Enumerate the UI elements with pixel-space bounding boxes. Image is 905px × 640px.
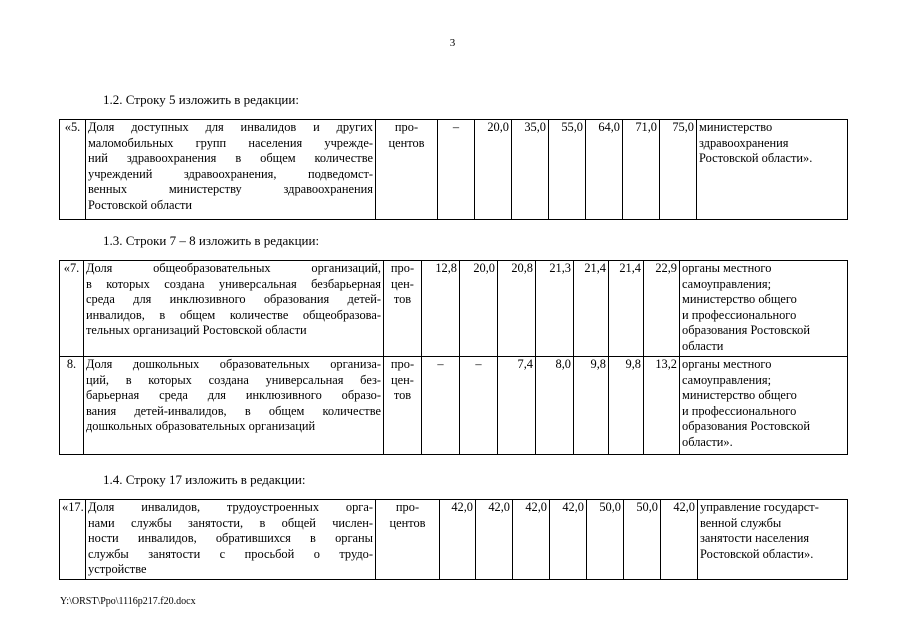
indicator-name xyxy=(84,357,384,455)
year-value: 42,0 xyxy=(550,500,587,580)
year-value: 21,4 xyxy=(609,261,644,357)
indicator-name-line: тельных организаций Ростовской области xyxy=(86,323,307,337)
responsible-line: образования Ростовской xyxy=(682,323,810,337)
unit-line: про- xyxy=(390,261,415,275)
responsible-line: венной службы xyxy=(700,515,782,530)
indicator-name-line: устройстве xyxy=(88,562,147,576)
responsible-line: и профессионального xyxy=(682,403,797,418)
responsible-line: области». xyxy=(682,434,733,449)
responsible-line: самоуправления; xyxy=(682,372,772,387)
year-value: 13,2 xyxy=(644,357,680,455)
year-value: 21,3 xyxy=(536,261,574,357)
year-value: 7,4 xyxy=(498,357,536,455)
year-value: 42,0 xyxy=(440,500,476,580)
year-value: – xyxy=(422,357,460,455)
unit-line: про- xyxy=(390,357,415,371)
indicator-name-line: Доля общеобразовательных организаций, xyxy=(86,261,381,275)
section-heading-1-3: 1.3. Строки 7 – 8 изложить в редакции: xyxy=(103,233,320,248)
indicator-name-line: ний здравоохранения в общем количестве xyxy=(88,151,373,165)
responsible-line: министерство общего xyxy=(682,388,797,402)
year-value: 20,8 xyxy=(498,261,536,357)
year-value: 12,8 xyxy=(422,261,460,357)
indicator-name-line: ций, в которых создана универсальная без- xyxy=(86,372,381,387)
year-value: 9,8 xyxy=(574,357,609,455)
table-row xyxy=(60,261,848,357)
indicator-name-line: Ростовской области xyxy=(88,197,193,212)
indicator-name-line: маломобильных групп населения учрежде- xyxy=(88,135,373,150)
indicator-name xyxy=(84,261,384,357)
table-row xyxy=(60,120,848,220)
unit-line: центов xyxy=(389,515,426,530)
unit-line: цен- xyxy=(391,276,414,291)
responsible-line: органы местного xyxy=(682,261,772,275)
section-heading-1-2: 1.2. Строку 5 изложить в редакции: xyxy=(103,92,299,107)
unit-of-measure xyxy=(376,120,438,220)
indicator-name-line: барьерная среда для инклюзивного образо- xyxy=(86,388,381,402)
responsible-body xyxy=(680,261,848,357)
table-row-17 xyxy=(59,499,848,580)
row-number: «5. xyxy=(60,120,86,220)
year-value: 20,0 xyxy=(475,120,512,220)
responsible-line: и профессионального xyxy=(682,307,797,322)
table-row xyxy=(60,500,848,580)
row-number: 8. xyxy=(60,357,84,455)
year-value: – xyxy=(438,120,475,220)
indicator-name xyxy=(86,500,376,580)
responsible-line: самоуправления; xyxy=(682,276,772,291)
year-value: 22,9 xyxy=(644,261,680,357)
indicator-name-line: службы занятости с просьбой о трудо- xyxy=(88,546,373,561)
unit-line: центов xyxy=(388,135,425,150)
year-value: 55,0 xyxy=(549,120,586,220)
unit-of-measure xyxy=(384,357,422,455)
unit-line: про- xyxy=(395,500,420,514)
year-value: – xyxy=(460,357,498,455)
table-rows-7-8 xyxy=(59,260,848,455)
row-number: «17. xyxy=(60,500,86,580)
file-path-footer: Y:\ORST\Ppo\1116p217.f20.docx xyxy=(60,596,196,607)
year-value: 21,4 xyxy=(574,261,609,357)
indicator-name-line: вания детей-инвалидов, в общем количестве xyxy=(86,403,381,418)
year-value: 64,0 xyxy=(586,120,623,220)
indicator-name-line: Доля инвалидов, трудоустроенных орга- xyxy=(88,500,373,514)
unit-line: про- xyxy=(394,120,419,134)
year-value: 20,0 xyxy=(460,261,498,357)
responsible-body xyxy=(697,120,848,220)
responsible-line: образования Ростовской xyxy=(682,419,810,433)
year-value: 75,0 xyxy=(660,120,697,220)
indicator-name-line: среда для инклюзивного образования детей- xyxy=(86,292,381,306)
year-value: 8,0 xyxy=(536,357,574,455)
unit-line: тов xyxy=(393,292,412,306)
indicator-name-line: в которых создана универсальная безбарьерная xyxy=(86,276,381,291)
year-value: 42,0 xyxy=(661,500,698,580)
page-number: 3 xyxy=(449,37,456,49)
unit-of-measure xyxy=(384,261,422,357)
year-value: 50,0 xyxy=(624,500,661,580)
row-number: «7. xyxy=(60,261,84,357)
year-value: 50,0 xyxy=(587,500,624,580)
responsible-line: органы местного xyxy=(682,357,772,371)
responsible-line: занятости населения xyxy=(700,531,810,545)
year-value: 42,0 xyxy=(476,500,513,580)
unit-line: тов xyxy=(393,388,412,402)
year-value: 71,0 xyxy=(623,120,660,220)
indicator-name-line: венных министерству здравоохранения xyxy=(88,182,373,196)
indicator-name xyxy=(86,120,376,220)
unit-line: цен- xyxy=(391,372,414,387)
responsible-line: управление государст- xyxy=(700,500,819,514)
indicator-name-line: учреждений здравоохранения, подведомст- xyxy=(88,166,373,181)
indicator-name-line: Доля дошкольных образовательных организа- xyxy=(86,357,381,371)
responsible-line: министерство общего xyxy=(682,292,797,306)
table-row xyxy=(60,357,848,455)
indicator-name-line: Доля доступных для инвалидов и других xyxy=(88,120,373,134)
responsible-line: здравоохранения xyxy=(699,135,789,150)
indicator-name-line: дошкольных образовательных организаций xyxy=(86,419,316,433)
responsible-body xyxy=(680,357,848,455)
indicator-name-line: нами службы занятости, в общей числен- xyxy=(88,515,373,530)
indicator-name-line: ности инвалидов, обратившихся в органы xyxy=(88,531,373,545)
responsible-line: Ростовской области». xyxy=(700,546,814,561)
responsible-line: Ростовской области». xyxy=(699,151,813,165)
section-heading-1-4: 1.4. Строку 17 изложить в редакции: xyxy=(103,472,306,487)
responsible-line: области xyxy=(682,338,724,353)
indicator-name-line: инвалидов, в общем количестве общеобразова- xyxy=(86,307,381,322)
year-value: 42,0 xyxy=(513,500,550,580)
responsible-body xyxy=(698,500,848,580)
responsible-line: министерство xyxy=(699,120,773,134)
year-value: 9,8 xyxy=(609,357,644,455)
unit-of-measure xyxy=(376,500,440,580)
year-value: 35,0 xyxy=(512,120,549,220)
table-row-5 xyxy=(59,119,848,220)
